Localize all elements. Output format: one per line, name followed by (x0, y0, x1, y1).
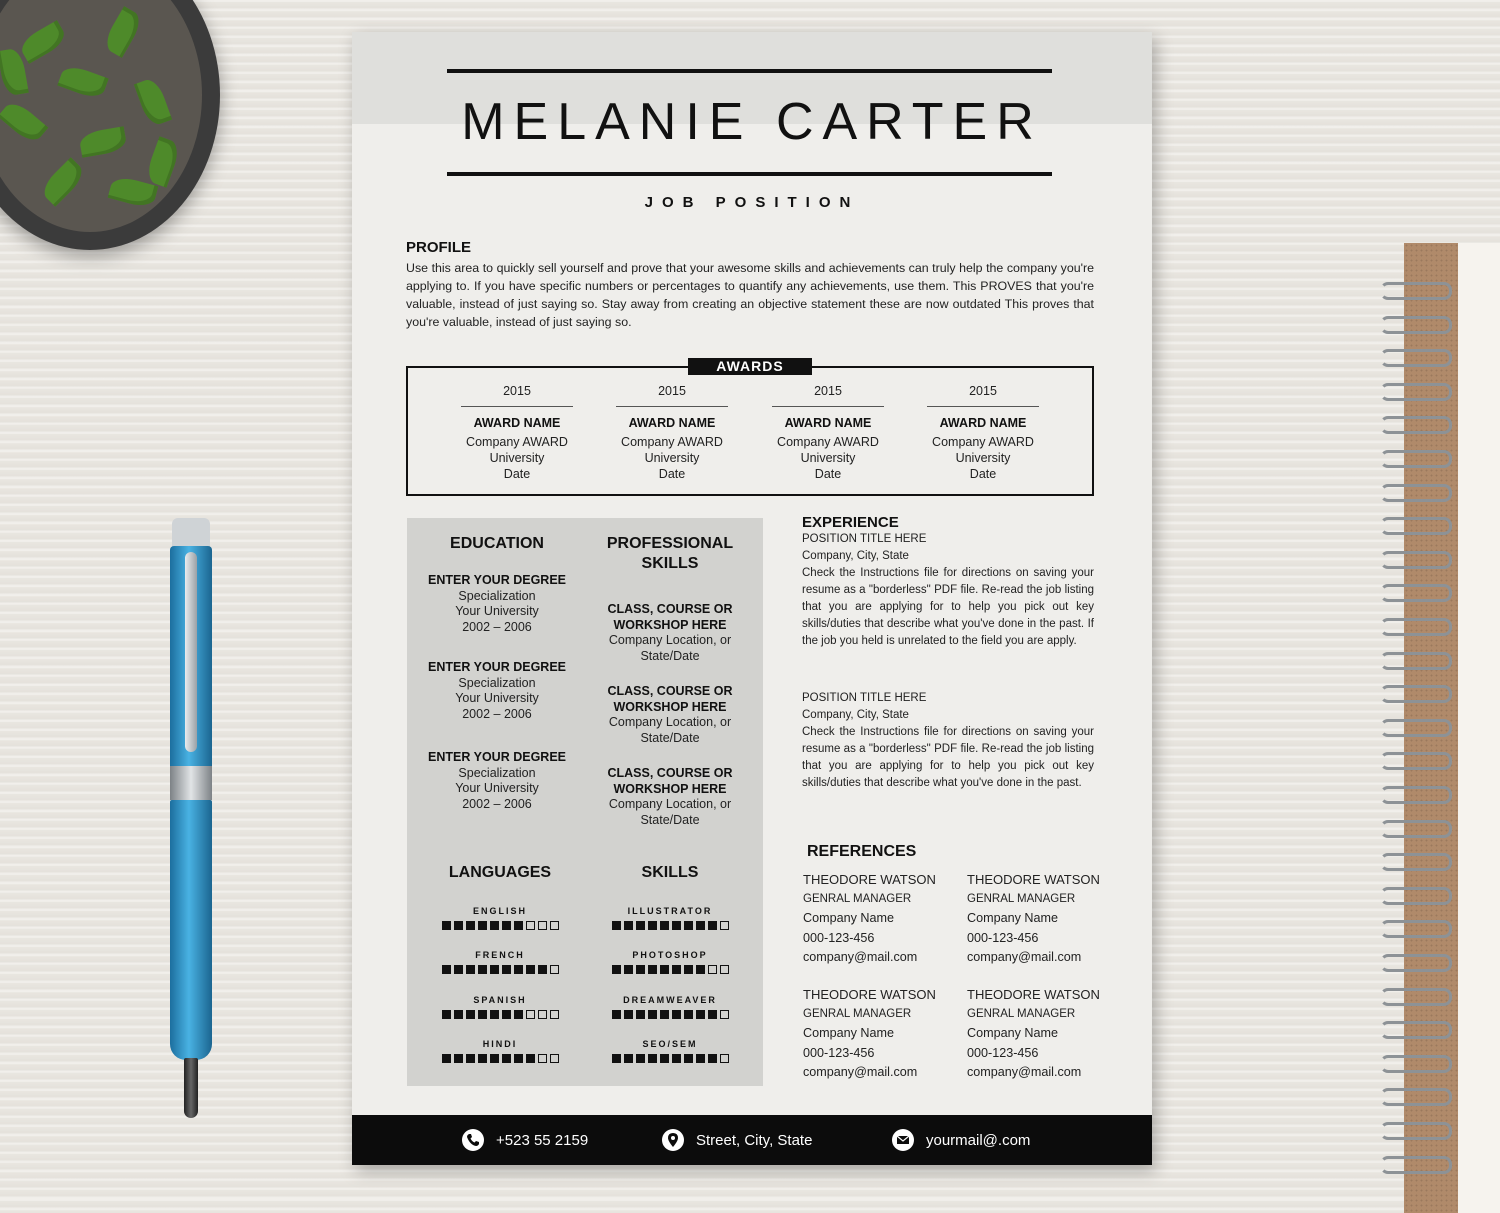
reference-title: GENRAL MANAGER (803, 1007, 912, 1020)
level-square (636, 1054, 645, 1063)
level-square (636, 921, 645, 930)
spiral-ring (1380, 685, 1452, 703)
level-square (696, 965, 705, 974)
name-bottom-rule (447, 172, 1052, 176)
spiral-ring (1380, 853, 1452, 871)
skill-meter (600, 906, 740, 930)
location-pin-icon (662, 1129, 684, 1151)
footer-phone-text: +523 55 2159 (496, 1131, 589, 1149)
name-top-rule (447, 69, 1052, 73)
level-square (708, 1054, 717, 1063)
level-square (648, 965, 657, 974)
award-university: University (955, 451, 1011, 465)
level-square (490, 1010, 499, 1019)
language-level-boxes (430, 1054, 570, 1063)
course-date: State/Date (640, 730, 700, 745)
spiral-ring (1380, 820, 1452, 838)
course-name-line1: CLASS, COURSE OR (607, 766, 733, 780)
reference-title: GENRAL MANAGER (803, 892, 912, 905)
spiral-ring (1380, 316, 1452, 334)
experience-item (802, 531, 1094, 650)
degree-university: Your University (455, 604, 539, 618)
award-university: University (644, 451, 700, 465)
awards-heading: AWARDS (688, 358, 812, 375)
award-year: 2015 (658, 384, 686, 398)
spiral-ring (1380, 551, 1452, 569)
course-location: Company Location, or (608, 797, 732, 811)
degree-years: 2002 – 2006 (462, 619, 532, 634)
level-square (478, 1054, 487, 1063)
ballpoint-pen (168, 518, 214, 1118)
level-square (684, 921, 693, 930)
level-square (526, 1010, 535, 1019)
level-square (526, 1054, 535, 1063)
award-name: AWARD NAME (784, 416, 872, 430)
resume-sheet (352, 32, 1152, 1165)
level-square (684, 1054, 693, 1063)
level-square (720, 921, 729, 930)
reference-company: Company Name (803, 1026, 894, 1040)
level-square (490, 921, 499, 930)
level-square (648, 921, 657, 930)
level-square (660, 965, 669, 974)
spiral-ring (1380, 517, 1452, 535)
reference-item (803, 870, 963, 968)
level-square (612, 965, 621, 974)
spiral-ring (1380, 584, 1452, 602)
reference-email: company@mail.com (803, 950, 918, 964)
job-description: Check the Instructions file for directions on saving your resume as a "borderless" PDF file. Re-read the job listing that you are applying for to help you pick out key skills/duties that describe what you've done in the past. If the job you held is unrelated to the field you are apply. (802, 567, 1094, 647)
level-square (648, 1010, 657, 1019)
level-square (648, 1054, 657, 1063)
footer-email-text: yourmail@.com (926, 1131, 1031, 1149)
skill-name: ILLUSTRATOR (627, 906, 713, 916)
reference-phone: 000-123-456 (803, 1045, 875, 1060)
reference-item (967, 870, 1127, 968)
award-year: 2015 (969, 384, 997, 398)
phone-icon (462, 1129, 484, 1151)
award-item (616, 384, 728, 482)
level-square (538, 1054, 547, 1063)
spiral-ring (1380, 786, 1452, 804)
award-name: AWARD NAME (939, 416, 1027, 430)
level-square (442, 1054, 451, 1063)
reference-phone: 000-123-456 (803, 930, 875, 945)
experience-heading: EXPERIENCE (802, 514, 899, 531)
level-square (708, 921, 717, 930)
award-company: Company AWARD (621, 435, 723, 449)
footer-phone (462, 1129, 588, 1151)
level-square (696, 1010, 705, 1019)
reference-item (967, 985, 1127, 1083)
spiral-ring (1380, 484, 1452, 502)
level-square (672, 921, 681, 930)
level-square (612, 1010, 621, 1019)
spiral-ring (1380, 887, 1452, 905)
level-square (466, 1054, 475, 1063)
level-square (514, 1054, 523, 1063)
skill-level-boxes (600, 965, 740, 974)
spiral-ring (1380, 988, 1452, 1006)
course-item (587, 602, 753, 664)
level-square (550, 1010, 559, 1019)
level-square (550, 1054, 559, 1063)
level-square (538, 965, 547, 974)
award-rule (616, 406, 728, 407)
spiral-ring (1380, 1122, 1452, 1140)
language-meter (430, 950, 570, 974)
language-name: SPANISH (473, 995, 527, 1005)
degree-specialization: Specialization (458, 765, 536, 780)
award-date: Date (658, 467, 686, 481)
level-square (708, 1010, 717, 1019)
education-item (406, 750, 588, 812)
level-square (466, 921, 475, 930)
degree-years: 2002 – 2006 (462, 706, 532, 721)
level-square (672, 1010, 681, 1019)
award-rule (772, 406, 884, 407)
course-name-line1: CLASS, COURSE OR (607, 684, 733, 698)
level-square (466, 1010, 475, 1019)
reference-name: THEODORE WATSON (967, 987, 1100, 1002)
level-square (466, 965, 475, 974)
level-square (624, 1054, 633, 1063)
skill-name: DREAMWEAVER (623, 995, 717, 1005)
spiral-ring (1380, 954, 1452, 972)
language-meter (430, 995, 570, 1019)
level-square (514, 921, 523, 930)
language-meter (430, 1039, 570, 1063)
contact-footer (352, 1115, 1152, 1165)
spiral-ring (1380, 416, 1452, 434)
level-square (538, 1010, 547, 1019)
level-square (454, 921, 463, 930)
course-date: State/Date (640, 812, 700, 827)
reference-email: company@mail.com (967, 950, 1082, 964)
reference-name: THEODORE WATSON (803, 872, 936, 887)
profile-heading: PROFILE (406, 239, 472, 256)
level-square (696, 1054, 705, 1063)
award-name: AWARD NAME (628, 416, 716, 430)
professional-skills-heading: PROFESSIONAL SKILLS (606, 535, 734, 572)
level-square (696, 921, 705, 930)
potted-plant (0, 0, 220, 250)
level-square (660, 1054, 669, 1063)
level-square (624, 921, 633, 930)
degree-name: ENTER YOUR DEGREE (428, 660, 566, 674)
education-item (406, 660, 588, 722)
education-heading: EDUCATION (450, 535, 544, 552)
award-date: Date (969, 467, 997, 481)
award-university: University (489, 451, 545, 465)
spiral-ring (1380, 1021, 1452, 1039)
candidate-name: MELANIE CARTER (461, 93, 1043, 151)
skill-level-boxes (600, 921, 740, 930)
reference-email: company@mail.com (967, 1065, 1082, 1079)
course-item (587, 684, 753, 746)
reference-title: GENRAL MANAGER (967, 1007, 1076, 1020)
education-item (406, 573, 588, 635)
reference-company: Company Name (967, 911, 1058, 925)
course-name-line2: WORKSHOP HERE (613, 617, 727, 632)
level-square (478, 1010, 487, 1019)
degree-university: Your University (455, 691, 539, 705)
experience-item (802, 690, 1094, 792)
skills-heading: SKILLS (641, 864, 699, 881)
award-rule (927, 406, 1039, 407)
level-square (502, 921, 511, 930)
spiral-ring (1380, 752, 1452, 770)
skill-level-boxes (600, 1054, 740, 1063)
award-item (927, 384, 1039, 482)
language-name: ENGLISH (472, 906, 527, 916)
language-level-boxes (430, 921, 570, 930)
award-date: Date (503, 467, 531, 481)
award-university: University (800, 451, 856, 465)
footer-address-text: Street, City, State (696, 1131, 813, 1149)
reference-name: THEODORE WATSON (803, 987, 936, 1002)
footer-address (662, 1129, 812, 1151)
skill-name: PHOTOSHOP (632, 950, 708, 960)
job-description: Check the Instructions file for directions on saving your resume as a "borderless" PDF file. Re-read the job listing that you are applying for to help you pick out key skills/duties that describe what you've done in the past. (802, 726, 1094, 789)
spiral-ring (1380, 450, 1452, 468)
course-name-line2: WORKSHOP HERE (613, 699, 727, 714)
award-company: Company AWARD (932, 435, 1034, 449)
course-item (587, 766, 753, 828)
degree-name: ENTER YOUR DEGREE (428, 750, 566, 764)
level-square (478, 921, 487, 930)
award-company: Company AWARD (777, 435, 879, 449)
level-square (720, 965, 729, 974)
level-square (636, 965, 645, 974)
award-date: Date (814, 467, 842, 481)
level-square (624, 1010, 633, 1019)
degree-university: Your University (455, 781, 539, 795)
position-title: POSITION TITLE HERE (802, 692, 927, 704)
level-square (454, 1010, 463, 1019)
languages-heading: LANGUAGES (448, 864, 552, 881)
language-meter (430, 906, 570, 930)
level-square (478, 965, 487, 974)
reference-phone: 000-123-456 (967, 930, 1039, 945)
level-square (442, 965, 451, 974)
skill-name: SEO/SEM (642, 1039, 698, 1049)
reference-phone: 000-123-456 (967, 1045, 1039, 1060)
award-item (772, 384, 884, 482)
company-location: Company, City, State (802, 709, 909, 721)
level-square (454, 1054, 463, 1063)
award-company: Company AWARD (466, 435, 568, 449)
profile-text: Use this area to quickly sell yourself and prove that your awesome skills and achievements can truly help the company you're applying to. If you have specific numbers or percentages to quantify any achievements, use them. This PROVES that you're valuable, instead of just saying so. Stay away from creating an objective statement these are now outdated This proves that you're valuable, instead of just saying so. (406, 261, 1094, 329)
references-heading: REFERENCES (807, 843, 917, 860)
company-location: Company, City, State (802, 550, 909, 562)
level-square (550, 921, 559, 930)
level-square (612, 1054, 621, 1063)
level-square (684, 965, 693, 974)
degree-name: ENTER YOUR DEGREE (428, 573, 566, 587)
spiral-ring (1380, 349, 1452, 367)
level-square (502, 1054, 511, 1063)
language-level-boxes (430, 1010, 570, 1019)
award-year: 2015 (503, 384, 531, 398)
footer-email (892, 1129, 1030, 1151)
reference-item (803, 985, 963, 1083)
skill-meter (600, 950, 740, 974)
spiral-ring (1380, 1055, 1452, 1073)
spiral-ring (1380, 1156, 1452, 1174)
level-square (514, 1010, 523, 1019)
reference-company: Company Name (803, 911, 894, 925)
spiral-ring (1380, 383, 1452, 401)
level-square (660, 1010, 669, 1019)
level-square (720, 1054, 729, 1063)
reference-email: company@mail.com (803, 1065, 918, 1079)
language-level-boxes (430, 965, 570, 974)
level-square (624, 965, 633, 974)
level-square (720, 1010, 729, 1019)
spiral-ring (1380, 652, 1452, 670)
job-position: JOB POSITION (644, 194, 860, 211)
award-name: AWARD NAME (473, 416, 561, 430)
level-square (526, 921, 535, 930)
level-square (502, 965, 511, 974)
degree-specialization: Specialization (458, 675, 536, 690)
course-name-line1: CLASS, COURSE OR (607, 602, 733, 616)
reference-company: Company Name (967, 1026, 1058, 1040)
level-square (526, 965, 535, 974)
spiral-ring (1380, 920, 1452, 938)
course-date: State/Date (640, 648, 700, 663)
level-square (538, 921, 547, 930)
course-name-line2: WORKSHOP HERE (613, 781, 727, 796)
position-title: POSITION TITLE HERE (802, 533, 927, 545)
skill-level-boxes (600, 1010, 740, 1019)
level-square (612, 921, 621, 930)
award-year: 2015 (814, 384, 842, 398)
award-rule (461, 406, 573, 407)
level-square (708, 965, 717, 974)
spiral-ring (1380, 282, 1452, 300)
level-square (660, 921, 669, 930)
level-square (672, 1054, 681, 1063)
award-item (461, 384, 573, 482)
reference-title: GENRAL MANAGER (967, 892, 1076, 905)
degree-specialization: Specialization (458, 588, 536, 603)
level-square (454, 965, 463, 974)
level-square (514, 965, 523, 974)
level-square (636, 1010, 645, 1019)
level-square (442, 1010, 451, 1019)
level-square (490, 965, 499, 974)
spiral-ring (1380, 1088, 1452, 1106)
level-square (672, 965, 681, 974)
skill-meter (600, 1039, 740, 1063)
course-location: Company Location, or (608, 633, 732, 647)
spiral-ring (1380, 719, 1452, 737)
language-name: FRENCH (475, 950, 525, 960)
level-square (502, 1010, 511, 1019)
degree-years: 2002 – 2006 (462, 796, 532, 811)
spiral-ring (1380, 618, 1452, 636)
course-location: Company Location, or (608, 715, 732, 729)
level-square (684, 1010, 693, 1019)
level-square (550, 965, 559, 974)
level-square (442, 921, 451, 930)
level-square (490, 1054, 499, 1063)
reference-name: THEODORE WATSON (967, 872, 1100, 887)
skill-meter (600, 995, 740, 1019)
envelope-icon (892, 1129, 914, 1151)
language-name: HINDI (482, 1039, 518, 1049)
